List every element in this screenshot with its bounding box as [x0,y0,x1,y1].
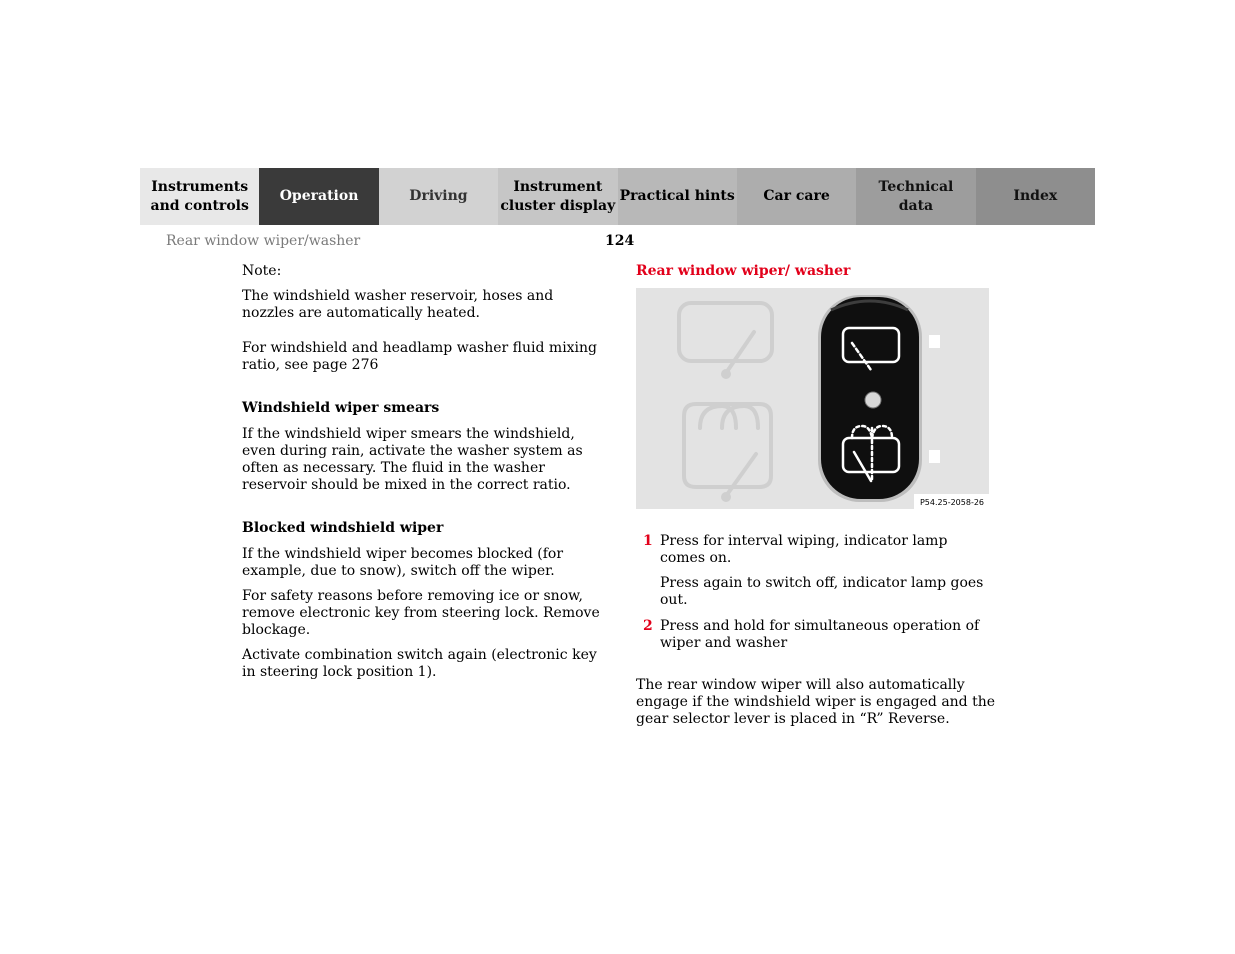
rear-wiper-heading: Rear window wiper/ washer [636,263,851,279]
blocked-paragraph-2: For safety reasons before removing ice or snow, remove electronic key from steering lock. Remove blockage. [242,588,600,638]
step-number-2: 2 [643,618,653,634]
rear-wiper-switch-illustration [636,288,989,509]
figure-background [636,288,989,509]
tab-index[interactable]: Index [976,168,1095,225]
note-label: Note: [242,263,282,279]
closing-paragraph: The rear window wiper will also automatically engage if the windshield wiper is engaged and the gear selector lever is placed in “R” Reverse. [636,677,996,727]
tab-instruments-and-controls[interactable]: Instruments and controls [140,168,259,225]
chapter-nav [140,168,1095,225]
step-text-1: Press for interval wiping, indicator lamp comes on. [660,533,948,566]
blocked-heading: Blocked windshield wiper [242,520,444,536]
tab-car-care[interactable]: Car care [737,168,856,225]
right-column [636,263,996,728]
step-text-2: Press and hold for simultaneous operation of wiper and washer [660,618,980,651]
steps-list [636,533,996,652]
step-number-1: 1 [643,533,653,549]
tab-practical-hints[interactable]: Practical hints [618,168,737,225]
callout-marker-2 [929,450,940,463]
callout-marker-1 [929,335,940,348]
note-paragraph-heated: The windshield washer reservoir, hoses and nozzles are automatically heated. [242,288,554,321]
blocked-paragraph-1: If the windshield wiper becomes blocked (for example, due to snow), switch off the wiper. [242,546,564,579]
step-sub-1: Press again to switch off, indicator lamp goes out. [660,575,984,608]
figure-code: P54.25-2058-26 [919,498,985,507]
tab-technical-data[interactable]: Technical data [856,168,975,225]
step-item-1 [636,533,996,567]
indicator-lamp [865,392,881,408]
tab-driving[interactable]: Driving [379,168,498,225]
note-paragraph-mixing-ratio: For windshield and headlamp washer fluid mixing ratio, see page 276 [242,340,598,373]
tab-instrument-cluster-display[interactable]: Instrument cluster display [498,168,617,225]
left-column [242,263,604,689]
page-number: 124 [605,233,635,249]
blocked-paragraph-3: Activate combination switch again (electronic key in steering lock position 1). [242,647,597,680]
smears-heading: Windshield wiper smears [242,400,440,416]
tab-operation[interactable]: Operation [259,168,378,225]
step-item-2 [636,618,996,652]
section-title: Rear window wiper/washer [166,233,361,249]
smears-paragraph: If the windshield wiper smears the windshield, even during rain, activate the washer system as often as necessary. The fluid in the washer reservoir should be mixed in the correct ratio. [242,426,583,493]
